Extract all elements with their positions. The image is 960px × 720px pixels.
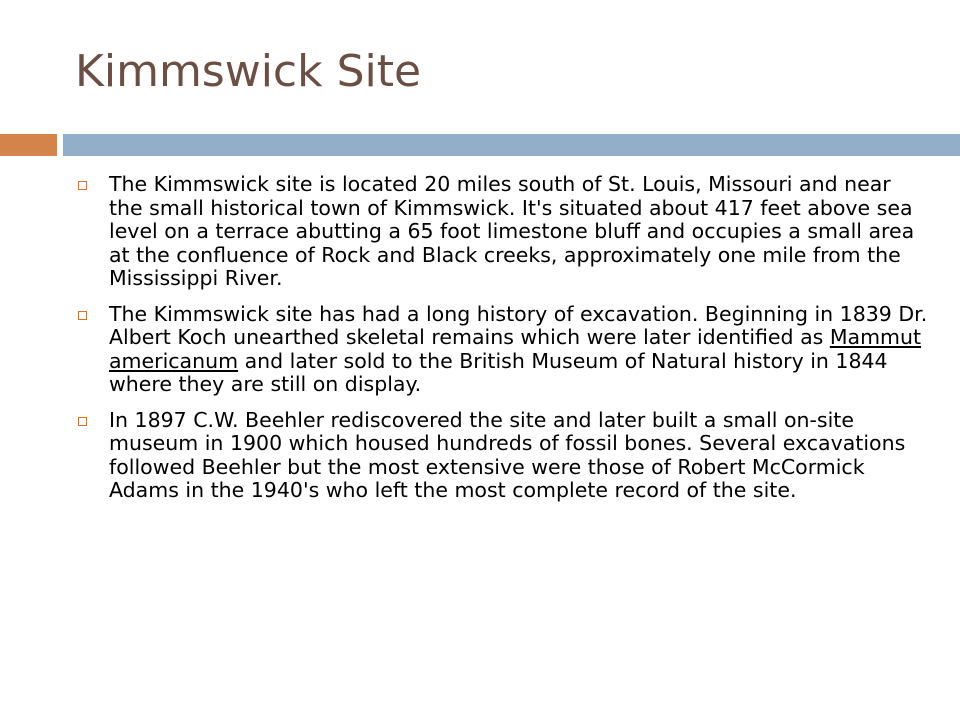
square-bullet-icon [78, 181, 87, 190]
square-bullet-icon [78, 417, 87, 426]
underlined-genus: Mammut [829, 325, 922, 349]
bullet-text [109, 302, 927, 397]
bullet-text-before: The Kimmswick site has had a long history of excavation. Beginning in 1839 Dr. Albert Koch unearthed skeletal remains which were later identified as [109, 301, 928, 349]
bullet-text: In 1897 C.W. Beehler rediscovered the site and later built a small on-site museum in 1900 which housed hundreds of fossil bones. Several excavations followed Beehler but the most extensive were those of Robert McCormick Adams in the 1940's who left the most complete record of the site. [109, 407, 906, 502]
square-bullet-icon [78, 311, 87, 320]
list-item [78, 173, 928, 291]
bullet-text-after: and later sold to the British Museum of Natural history in 1844 where they are still on display. [109, 348, 888, 396]
underlined-species: americanum [109, 348, 239, 373]
title-accent-bar-orange [0, 134, 57, 156]
list-item [78, 303, 928, 397]
bullet-text: The Kimmswick site is located 20 miles south of St. Louis, Missouri and near the small historical town of Kimmswick. It's situated about 417 feet above sea level on a terrace abutting a 65 foot limestone bluff and occupies a small area at the confluence of Rock and Black creeks, approximately one mile from the Mississippi River. [109, 172, 915, 290]
bullet-list [78, 173, 928, 515]
list-item [78, 409, 928, 503]
title-accent-bar-blue [63, 134, 960, 156]
slide-title: Kimmswick Site [75, 46, 422, 97]
